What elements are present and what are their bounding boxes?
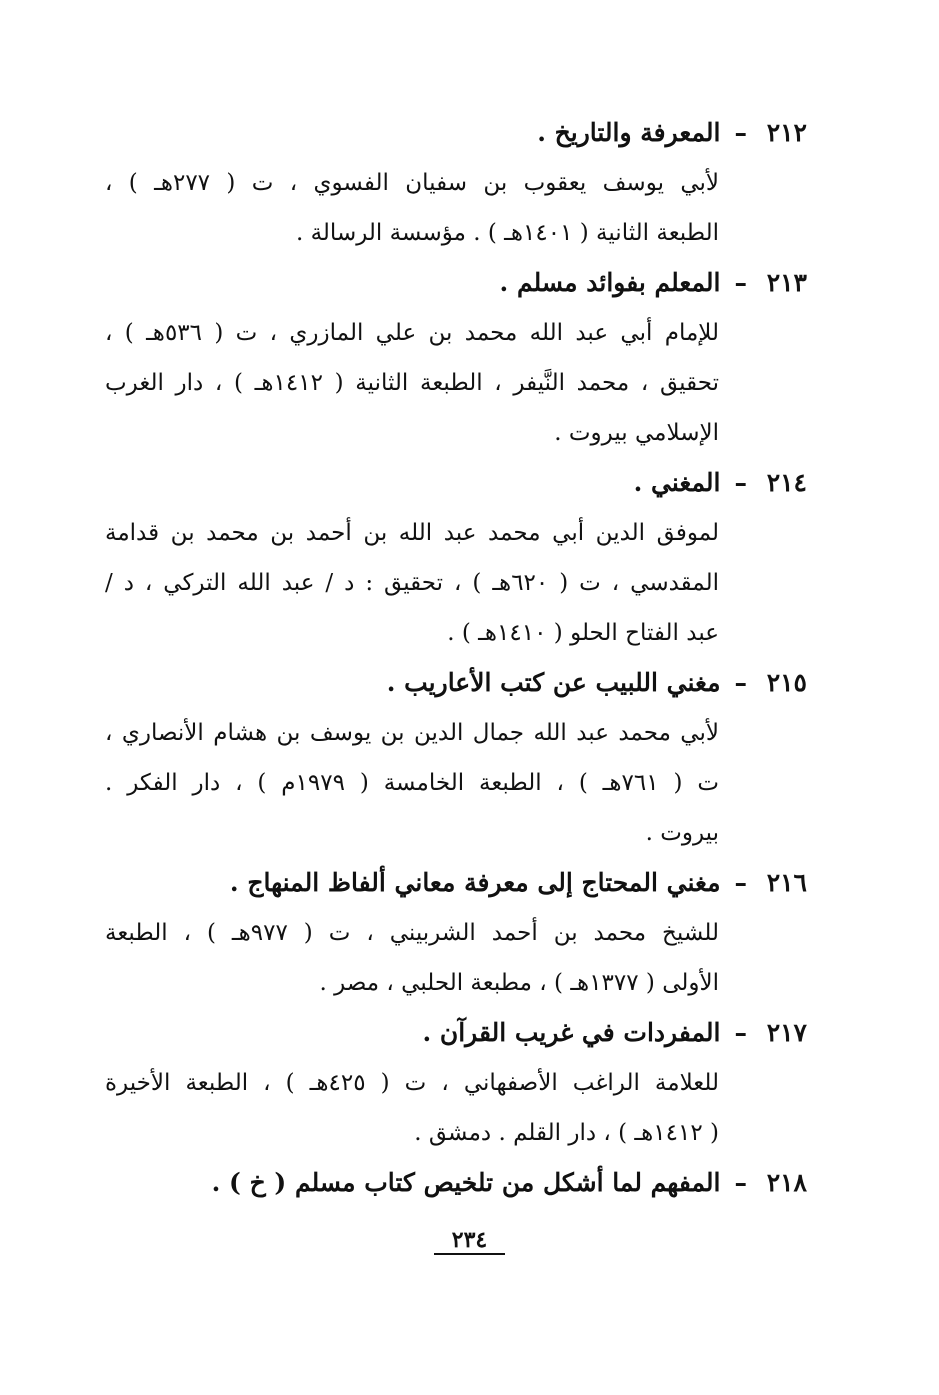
entry-description [105, 308, 719, 458]
entry-line: للشيخ محمد بن أحمد الشربيني ، ت ( ٩٧٧هـ ) ، الطبعة [105, 920, 719, 946]
entry-title: مغني اللبيب عن كتب الأعاريب . [386, 668, 721, 697]
entry-line: ت ( ٧٦١هـ ) ، الطبعة الخامسة ( ١٩٧٩م ) ، دار الفكر . [105, 770, 719, 796]
entry-number: ٢١٢ [766, 118, 807, 147]
entry-number: ٢١٣ [766, 268, 807, 297]
bibliography-entry-214 [105, 458, 807, 658]
entry-description [105, 508, 719, 658]
entry-heading [105, 108, 807, 158]
entry-line: للإمام أبي عبد الله محمد بن علي المازري ، ت ( ٥٣٦هـ ) ، [105, 320, 720, 346]
entry-line: لأبي يوسف يعقوب بن سفيان الفسوي ، ت ( ٢٧٧هـ ) ، [105, 170, 720, 196]
entry-title: مغني المحتاج إلى معرفة معاني ألفاظ المنهاج . [229, 868, 721, 897]
bibliography-entry-218 [105, 1158, 807, 1208]
entry-heading [105, 658, 807, 708]
entry-number: ٢١٨ [766, 1168, 807, 1197]
entry-line: لموفق الدين أبي محمد عبد الله بن أحمد بن محمد بن قدامة [105, 520, 719, 546]
entry-number: ٢١٤ [766, 468, 807, 497]
entry-heading [105, 458, 807, 508]
entry-title: المفهم لما أشكل من تلخيص كتاب مسلم ( خ ) . [211, 1168, 721, 1197]
bibliography-entry-212 [105, 108, 807, 258]
entry-heading [105, 858, 807, 908]
page-number-footer [0, 1222, 939, 1258]
entry-line: الطبعة الثانية ( ١٤٠١هـ ) . مؤسسة الرسالة . [295, 220, 719, 246]
entry-description [105, 708, 719, 858]
entry-title: المغني . [633, 468, 721, 497]
bibliography-entry-215 [105, 658, 807, 858]
entry-number: ٢١٧ [766, 1018, 807, 1047]
entry-dash: – [734, 468, 747, 497]
bibliography-entry-217 [105, 1008, 807, 1158]
entry-title: المعلم بفوائد مسلم . [499, 268, 721, 297]
bibliography-page [105, 108, 807, 1208]
entry-line: ( ١٤١٢هـ ) ، دار القلم . دمشق . [414, 1120, 719, 1146]
entry-number: ٢١٦ [766, 868, 807, 897]
entry-heading [105, 1158, 807, 1208]
entry-line: لأبي محمد عبد الله جمال الدين بن يوسف بن هشام الأنصاري ، [105, 720, 719, 746]
entry-line: الأولى ( ١٣٧٧هـ ) ، مطبعة الحلبي ، مصر . [319, 970, 719, 996]
entry-dash: – [734, 1168, 747, 1197]
entry-description [105, 158, 719, 258]
entry-line: بيروت . [645, 820, 719, 846]
entry-dash: – [734, 868, 747, 897]
entry-dash: – [734, 668, 747, 697]
entry-description [105, 1058, 719, 1158]
entry-line: الإسلامي بيروت . [554, 420, 719, 446]
entry-dash: – [734, 1018, 747, 1047]
entry-heading [105, 1008, 807, 1058]
bibliography-entry-213 [105, 258, 807, 458]
entry-number: ٢١٥ [766, 668, 807, 697]
entry-line: المقدسي ، ت ( ٦٢٠هـ ) ، تحقيق : د / عبد الله التركي ، د / [105, 570, 720, 596]
entry-heading [105, 258, 807, 308]
entry-title: المعرفة والتاريخ . [537, 118, 721, 147]
bibliography-entry-216 [105, 858, 807, 1008]
entry-title: المفردات في غريب القرآن . [422, 1018, 721, 1047]
entry-line: تحقيق ، محمد النَّيفر ، الطبعة الثانية ( ١٤١٢هـ ) ، دار الغرب [105, 370, 719, 396]
entry-dash: – [734, 118, 747, 147]
entry-description [105, 908, 719, 1008]
entry-line: عبد الفتاح الحلو ( ١٤١٠هـ ) . [447, 620, 719, 646]
page-number: ٢٣٤ [434, 1227, 505, 1255]
entry-line: للعلامة الراغب الأصفهاني ، ت ( ٤٢٥هـ ) ، الطبعة الأخيرة [105, 1070, 720, 1096]
entry-dash: – [734, 268, 747, 297]
